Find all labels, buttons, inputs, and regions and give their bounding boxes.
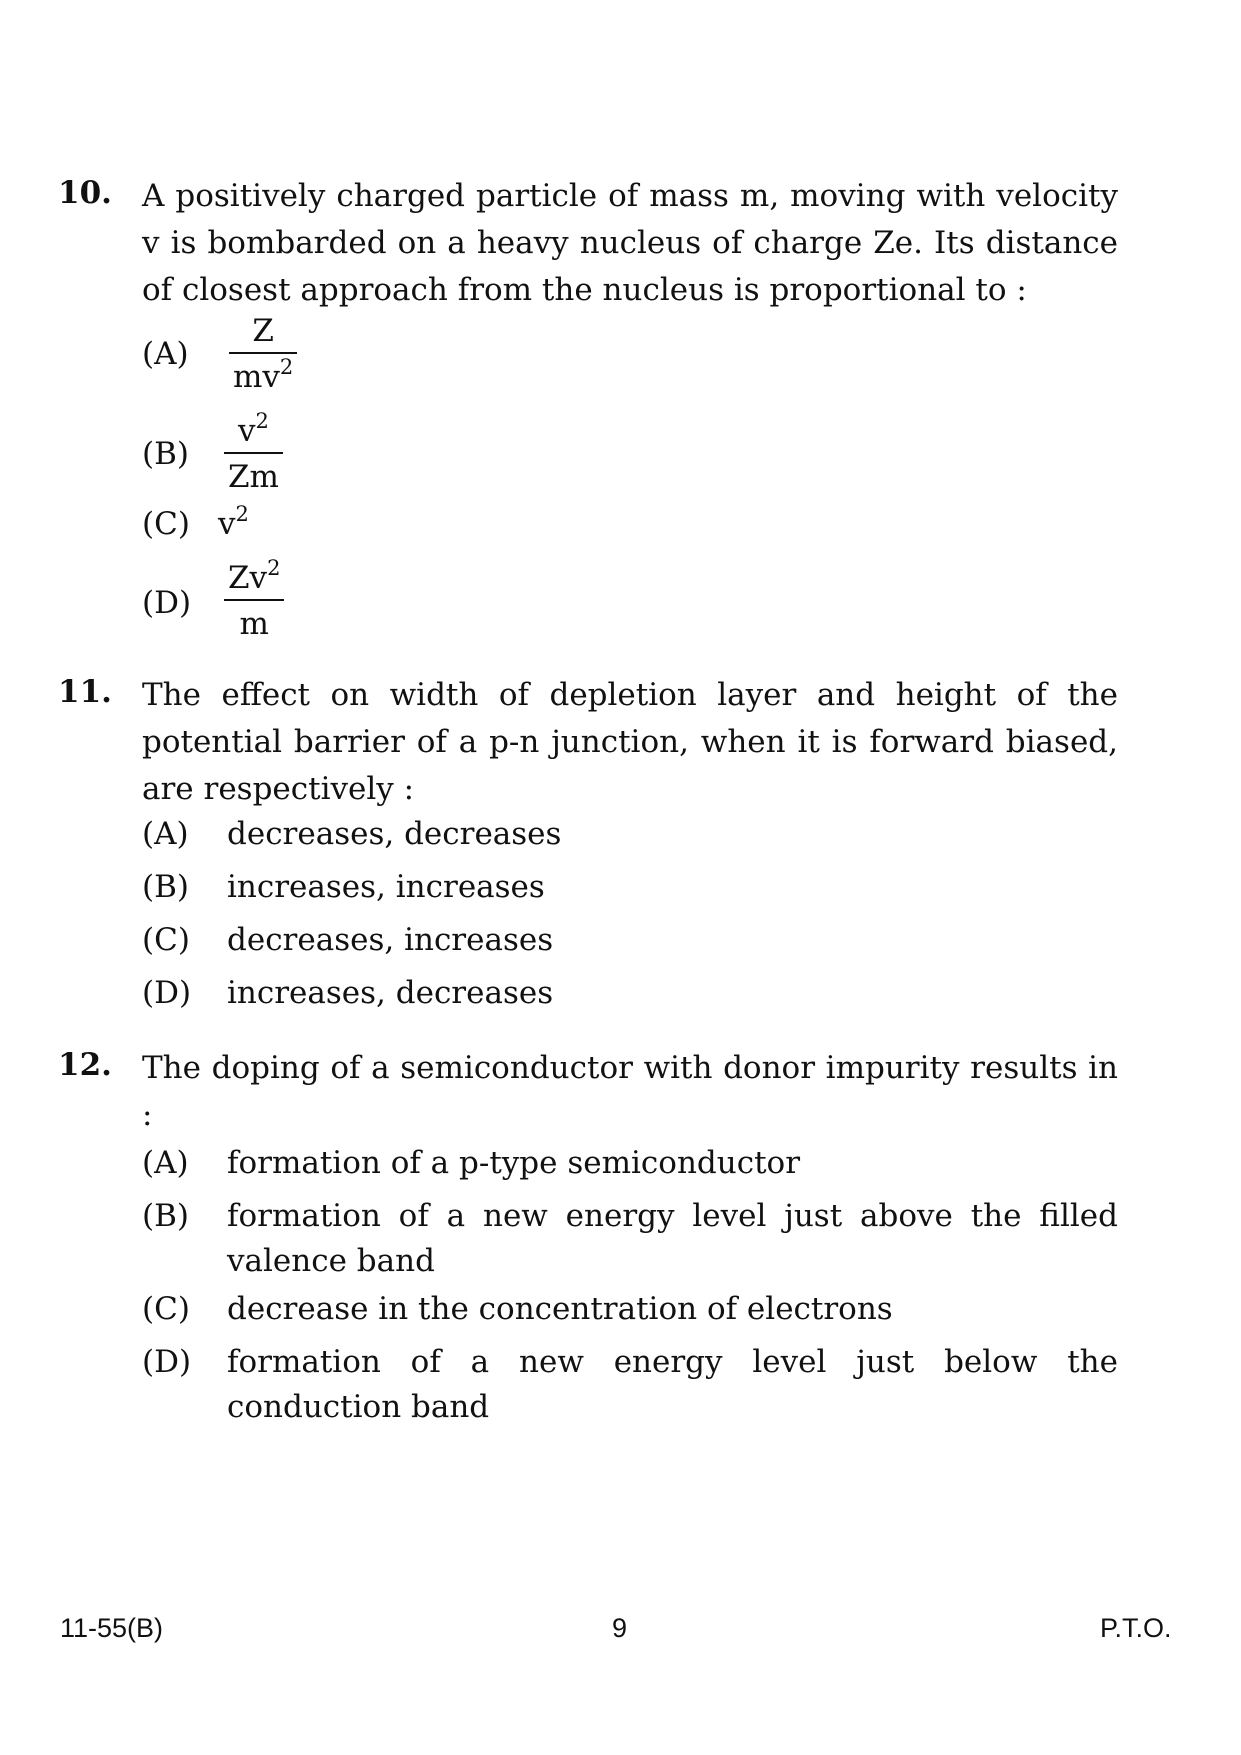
option-text: formation of a new energy level just above the filled valence band	[227, 1198, 1118, 1279]
question-text: The doping of a semiconductor with donor impurity results in :	[142, 1050, 1118, 1133]
option-text: increases, decreases	[227, 975, 554, 1011]
option-label: (D)	[142, 1344, 192, 1380]
question-text: A positively charged particle of mass m, moving with velocity v is bombarded on a heavy nucleus of charge Ze. Its distance of closest approach from the nucleus is proportional to :	[142, 178, 1118, 308]
footer-page-number: 9	[612, 1613, 628, 1643]
fraction-zv2-over-m	[224, 556, 284, 642]
question-number: 10.	[58, 175, 112, 211]
numerator: Zv$^2$	[228, 556, 281, 596]
fraction-z-over-mv2	[229, 314, 297, 394]
option-label: (D)	[142, 585, 192, 621]
option-value: $v^2$	[218, 502, 249, 542]
fraction-v2-over-zm	[224, 409, 283, 495]
numerator: $v^2$	[238, 409, 269, 449]
denominator: Zm	[228, 459, 279, 495]
option-label: (B)	[142, 1198, 189, 1234]
denominator: $mv^2$	[233, 355, 294, 395]
option-text: increases, increases	[227, 869, 545, 905]
option-text: decrease in the concentration of electrons	[227, 1291, 893, 1327]
denominator: m	[239, 606, 269, 642]
numerator: Z	[252, 313, 274, 349]
footer-code: 11-55(B)	[60, 1613, 164, 1643]
option-label: (B)	[142, 436, 189, 472]
option-label: (A)	[142, 1145, 189, 1181]
option-label: (B)	[142, 869, 189, 905]
question-number: 11.	[58, 674, 112, 710]
option-label: (A)	[142, 816, 189, 852]
option-label: (A)	[142, 336, 189, 372]
footer-pto: P.T.O.	[1100, 1613, 1172, 1643]
option-label: (D)	[142, 975, 192, 1011]
question-number: 12.	[58, 1047, 112, 1083]
option-label: (C)	[142, 1291, 190, 1327]
option-text: formation of a p-type semiconductor	[227, 1145, 801, 1181]
option-text: decreases, decreases	[227, 816, 562, 852]
option-label: (C)	[142, 506, 190, 542]
option-label: (C)	[142, 922, 190, 958]
question-text: The effect on width of depletion layer and height of the potential barrier of a p-n junction, when it is forward biased, are respectively :	[142, 677, 1118, 807]
option-text: decreases, increases	[227, 922, 554, 958]
option-text: formation of a new energy level just below the conduction band	[227, 1344, 1118, 1425]
